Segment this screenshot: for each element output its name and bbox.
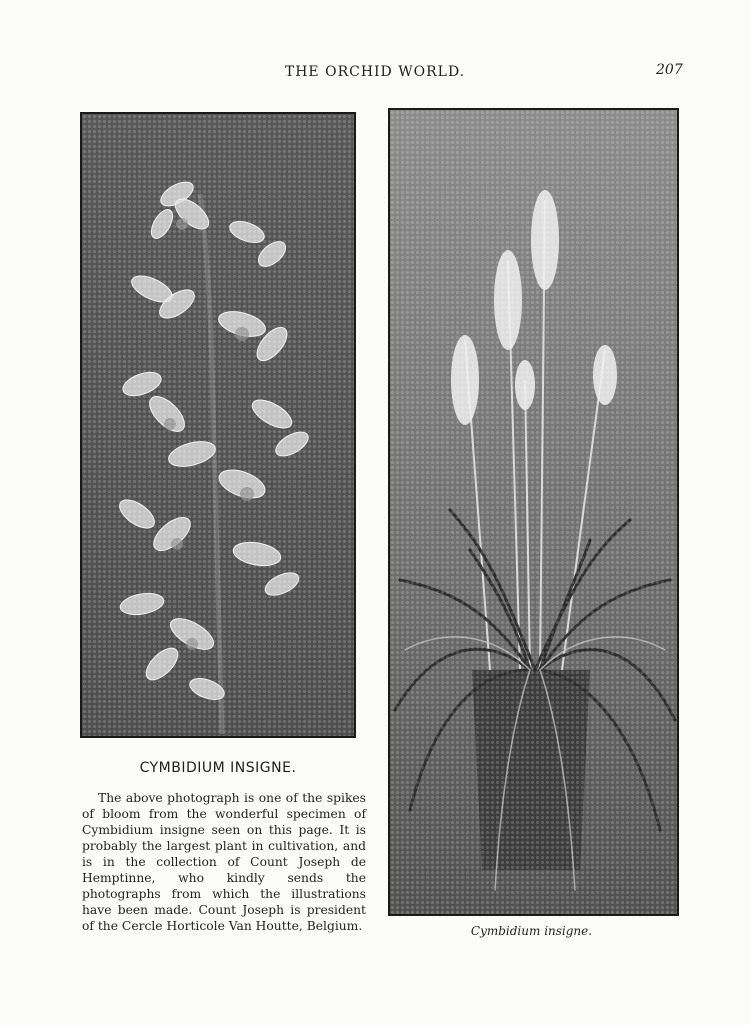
- caption-body: The above photograph is one of the spikes of bloom from the wonderful specimen of Cymbidium insigne seen on this page. It is probably the largest plant in cultivation, and is in the collection of Count Joseph de Hemptinne, who kindly sends the photographs from which the illustrations have been made. Count Joseph is president of the Cercle Horticole Van Houtte, Belgium.: [82, 791, 366, 933]
- running-head: THE ORCHID WORLD.: [284, 64, 466, 80]
- photo-caption: Cymbidium insigne.: [470, 924, 593, 938]
- flower-spike-photo: [80, 112, 356, 738]
- caption-title: CYMBIDIUM INSIGNE.: [139, 760, 297, 776]
- potted-plant-photo: [388, 108, 679, 916]
- page-number: 207: [656, 62, 683, 78]
